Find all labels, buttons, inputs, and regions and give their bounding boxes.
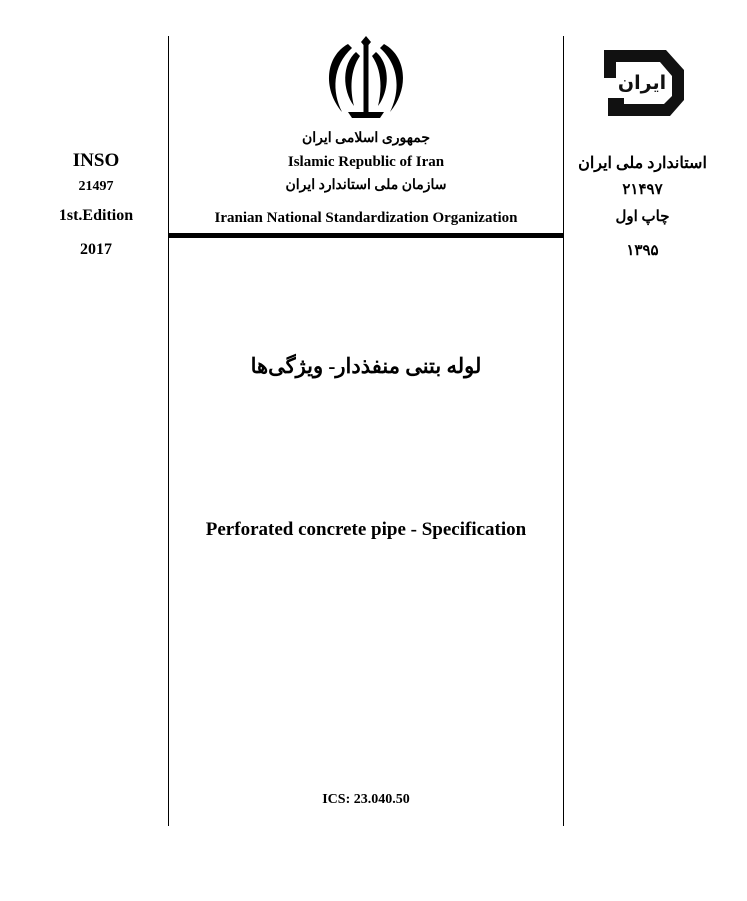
republic-name-fa: جمهوری اسلامی ایران [302, 131, 430, 146]
year: 2017 [80, 241, 112, 258]
header-divider [168, 233, 564, 238]
organization-name-fa: سازمان ملی استاندارد ایران [285, 178, 447, 193]
edition: 1st.Edition [58, 207, 134, 224]
ics-code: ICS: 23.040.50 [322, 792, 410, 807]
document-title-fa: لوله بتنی منفذدار- ویژگی‌ها [250, 354, 482, 378]
inso-logo-icon [596, 44, 688, 122]
document-title-en: Perforated concrete pipe - Specification [205, 519, 527, 540]
standard-title-fa: استاندارد ملی ایران [578, 155, 707, 172]
iran-emblem-icon [318, 36, 414, 120]
edition-fa: چاپ اول [615, 209, 670, 225]
year-fa: ۱۳۹۵ [626, 243, 659, 259]
standard-number-fa: ۲۱۴۹۷ [622, 182, 663, 198]
organization-name-en: Iranian National Standardization Organization [214, 210, 518, 226]
republic-name-en: Islamic Republic of Iran [287, 154, 445, 170]
standard-code: INSO [72, 150, 120, 171]
logo-text: ایران [617, 72, 667, 94]
standard-number: 21497 [78, 179, 114, 194]
